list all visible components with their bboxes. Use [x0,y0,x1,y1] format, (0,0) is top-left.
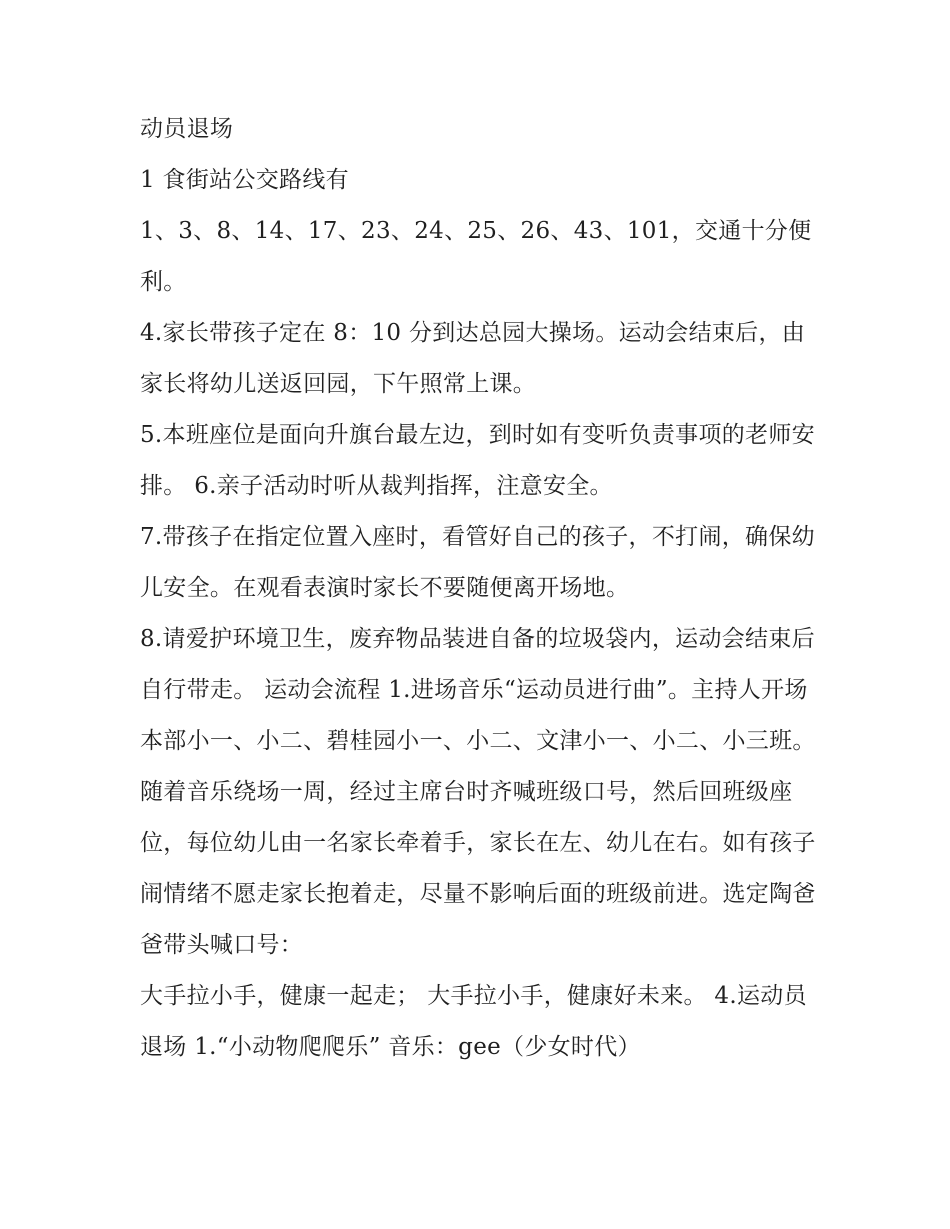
paragraph-item-4: 4.家长带孩子定在 8：10 分到达总园大操场。运动会结束后，由家长将幼儿送返回园，下午照常上课。 [140,320,806,397]
paragraph-item-5-6: 5.本班座位是面向升旗台最左边，到时如有变听负责事项的老师安排。 6.亲子活动时听从裁判指挥，注意安全。 [140,422,815,499]
paragraph-march: 随着音乐绕场一周，经过主席台时齐喊班级口号，然后回班级座位，每位幼儿由一名家长牵着手，家长在左、幼儿在右。如有孩子闹情绪不愿走家长抱着走，尽量不影响后面的班级前进。选定陶爸爸带头喊口号： [140,779,816,958]
paragraph-slogan: 大手拉小手，健康一起走； 大手拉小手，健康好未来。 4.运动员退场 1.“小动物爬爬乐” 音乐：gee（少女时代） [140,983,807,1060]
paragraph-heading: 动员退场 [140,116,234,142]
paragraph-bus-station: 1 食街站公交路线有 [140,167,349,193]
document-body [140,104,820,1073]
paragraph-bus-routes: 1、3、8、14、17、23、24、25、26、43、101，交通十分便利。 [140,218,812,295]
paragraph-item-7: 7.带孩子在指定位置入座时，看管好自己的孩子，不打闹，确保幼儿安全。在观看表演时家长不要随便离开场地。 [140,524,815,601]
paragraph-item-8-flow: 8.请爱护环境卫生，废弃物品装进自备的垃圾袋内，运动会结束后自行带走。 运动会流程 1.进场音乐“运动员进行曲”。主持人开场 [140,626,815,703]
paragraph-classes: 本部小一、小二、碧桂园小一、小二、文津小一、小二、小三班。 [140,728,816,754]
